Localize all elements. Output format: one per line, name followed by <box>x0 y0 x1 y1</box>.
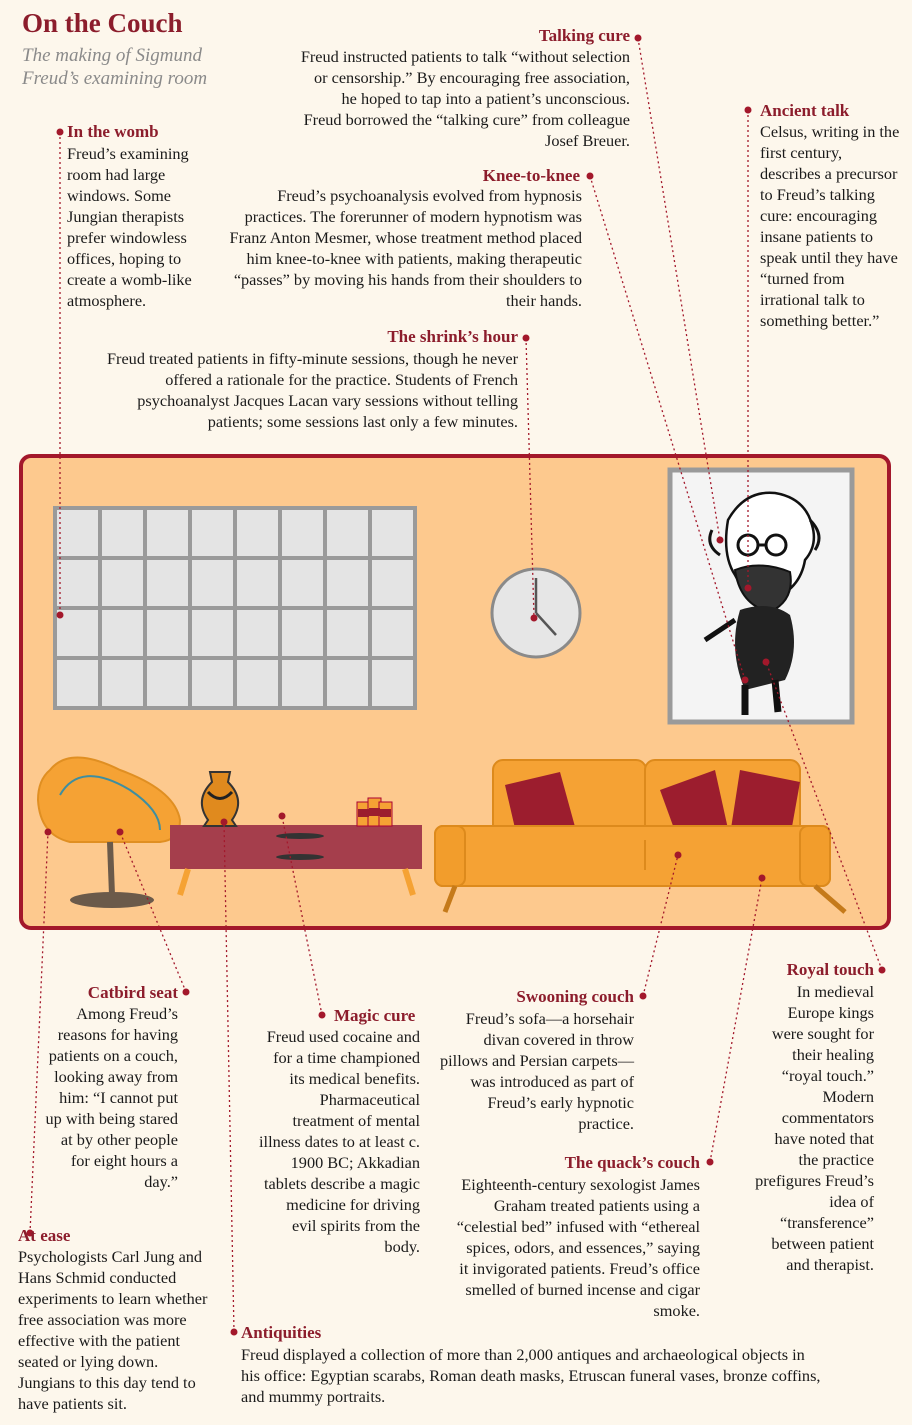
quacks-couch-text: Eighteenth-century sexologist James Graham treated patients using a “celestial bed” infused with “ethereal spices, odors, and essences,” saying it invigorated patients. Freud’s office smelled of burned incense and cigar smoke. <box>456 1175 700 1320</box>
catbird-seat-heading: Catbird seat <box>87 983 178 1002</box>
swooning-couch-text: Freud’s sofa—a horsehair divan covered in throw pillows and Persian carpets—was introduced as part of Freud’s early hypnotic practice. <box>440 1009 634 1133</box>
swooning-couch-heading: Swooning couch <box>516 987 634 1006</box>
quacks-couch-heading: The quack’s couch <box>564 1153 700 1172</box>
talking-cure-heading: Talking cure <box>538 26 630 45</box>
at-ease-text: Psychologists Carl Jung and Hans Schmid conducted experiments to learn whether free association was more effective with the patient seated or lying down. Jungians to this day tend to have patients sit. <box>18 1247 208 1413</box>
shrinks-hour-heading: The shrink’s hour <box>387 327 518 346</box>
royal-touch-text: In medieval Europe kings were sought for their healing “royal touch.” Modern commentators have noted that the practice prefigures Freud’s idea of “transference” between patient and therapist. <box>755 982 874 1274</box>
page-title: On the Couch <box>22 8 183 38</box>
magic-cure-text: Freud used cocaine and for a time championed its medical benefits. Pharmaceutical treatment of mental illness dates to at least c. 1900 BC; Akkadian tablets describe a magic medicine for driving evil spirits from the body. <box>259 1027 420 1256</box>
magic-cure-heading: Magic cure <box>334 1006 416 1025</box>
ancient-talk-text: Celsus, writing in the first century, describes a precursor to Freud’s talking cure: encouraging insane patients to speak until they have “turned from irrational talk to something better.” <box>760 122 900 330</box>
in-the-womb-heading: In the womb <box>67 122 159 141</box>
at-ease-heading: At ease <box>18 1226 71 1245</box>
catbird-seat-text: Among Freud’s reasons for having patients on a couch, looking away from him: “I cannot put up with being stared at by other people for eight hours a day.” <box>45 1004 178 1191</box>
antiquities-text: Freud displayed a collection of more than 2,000 antiques and archaeological objects in his office: Egyptian scarabs, Roman death masks, Etruscan funeral vases, bronze coffins, and mummy portraits. <box>241 1345 821 1406</box>
in-the-womb-text: Freud’s examining room had large windows. Some Jungian therapists prefer windowless offices, hoping to create a womb-like atmosphere. <box>67 144 192 310</box>
talking-cure-text: Freud instructed patients to talk “without selection or censorship.” By encouraging free association, he hoped to tap into a patient’s unconscious. Freud borrowed the “talking cure” from colleague Josef Breuer. <box>300 47 630 150</box>
royal-touch-heading: Royal touch <box>786 960 874 979</box>
shrinks-hour-text: Freud treated patients in fifty-minute sessions, though he never offered a rationale for the practice. Students of French psychoanalyst Jacques Lacan vary sessions without telling patients; some sessions last only a few minutes. <box>106 349 518 431</box>
antiquities-heading: Antiquities <box>241 1323 322 1342</box>
knee-to-knee-text: Freud’s psychoanalysis evolved from hypnosis practices. The forerunner of modern hypnotism was Franz Anton Mesmer, whose treatment method placed him knee-to-knee with patients, making therapeutic “passes” by moving his hands from their shoulders to their hands. <box>229 186 582 310</box>
knee-to-knee-heading: Knee-to-knee <box>482 166 580 185</box>
ancient-talk-heading: Ancient talk <box>760 101 850 120</box>
page-subtitle: The making of Sigmund Freud’s examining room <box>22 45 208 89</box>
